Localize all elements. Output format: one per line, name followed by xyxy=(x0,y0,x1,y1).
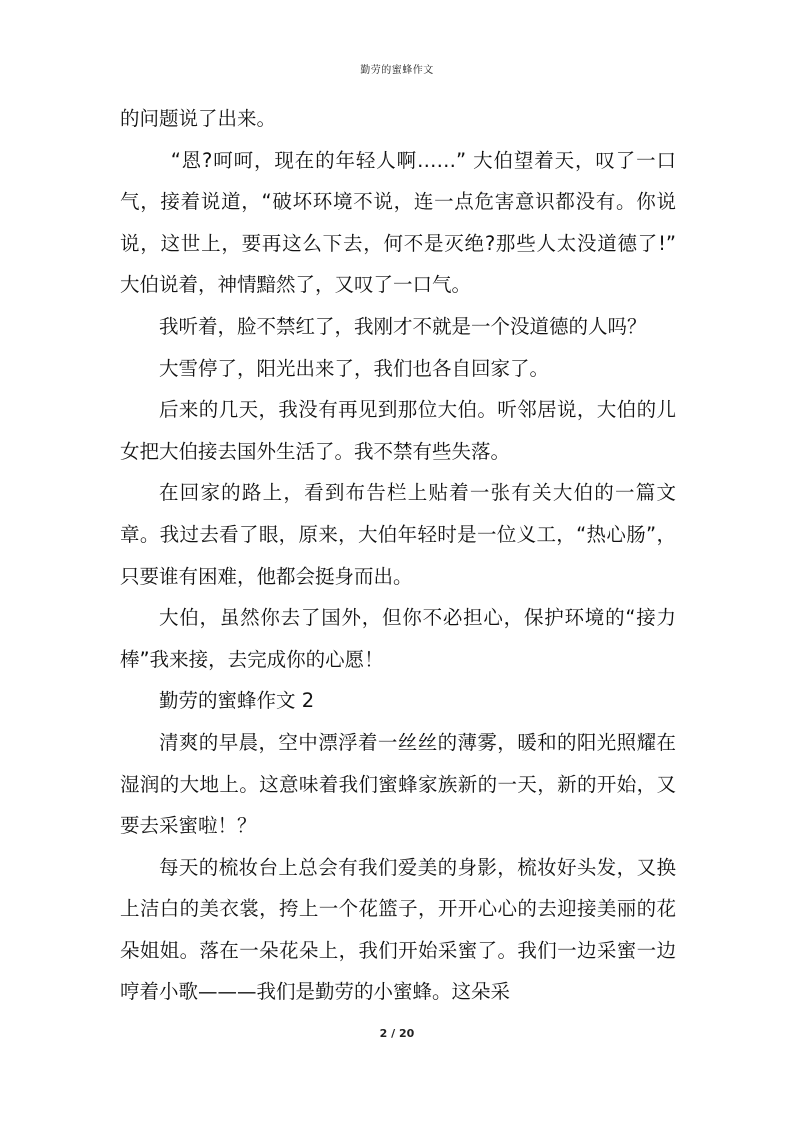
paragraph-5: 后来的几天，我没有再见到那位大伯。听邻居说，大伯的儿女把大伯接去国外生活了。我不禁有些失落。 xyxy=(120,398,676,463)
paragraph-4: 大雪停了，阳光出来了，我们也各自回家了。 xyxy=(159,356,550,380)
paragraph-9: 每天的梳妆台上总会有我们爱美的身影，梳妆好头发，又换上洁白的美衣裳，挎上一个花篮子，开开心心的去迎接美丽的花朵姐姐。落在一朵花朵上，我们开始采蜜了。我们一边采蜜一边哼着小歌———我们是勤劳的小蜜蜂。这朵采 xyxy=(120,855,676,1004)
paragraph-1: 的问题说了出来。 xyxy=(120,107,277,130)
page-number: 2 / 20 xyxy=(379,1027,415,1040)
page-header: 勤劳的蜜蜂作文 xyxy=(360,65,434,76)
paragraph-6: 在回家的路上，看到布告栏上贴着一张有关大伯的一篇文章。我过去看了眼，原来，大伯年轻时是一位义工，“热心肠”，只要谁有困难，他都会挺身而出。 xyxy=(120,481,676,588)
paragraph-3: 我听着，脸不禁红了，我刚才不就是一个没道德的人吗？ xyxy=(159,314,647,338)
paragraph-8: 清爽的早晨，空中漂浮着一丝丝的薄雾，暖和的阳光照耀在湿润的大地上。这意味着我们蜜蜂家族新的一天，新的开始，又要去采蜜啦！？ xyxy=(120,730,676,838)
paragraph-2: “恩?呵呵，现在的年轻人啊……” 大伯望着天，叹了一口气，接着说道，“破坏环境不说，连一点危害意识都没有。你说说，这世上，要再这么下去，何不是灭绝?那些人太没道德了!” 大伯说着，神情黯然了，又叹了一口气。 xyxy=(120,148,676,297)
document-body xyxy=(120,98,676,1013)
paragraph-7: 大伯，虽然你去了国外，但你不必担心，保护环境的“接力棒”我来接，去完成你的心愿！ xyxy=(120,606,676,671)
section-heading: 勤劳的蜜蜂作文 2 xyxy=(159,689,315,713)
